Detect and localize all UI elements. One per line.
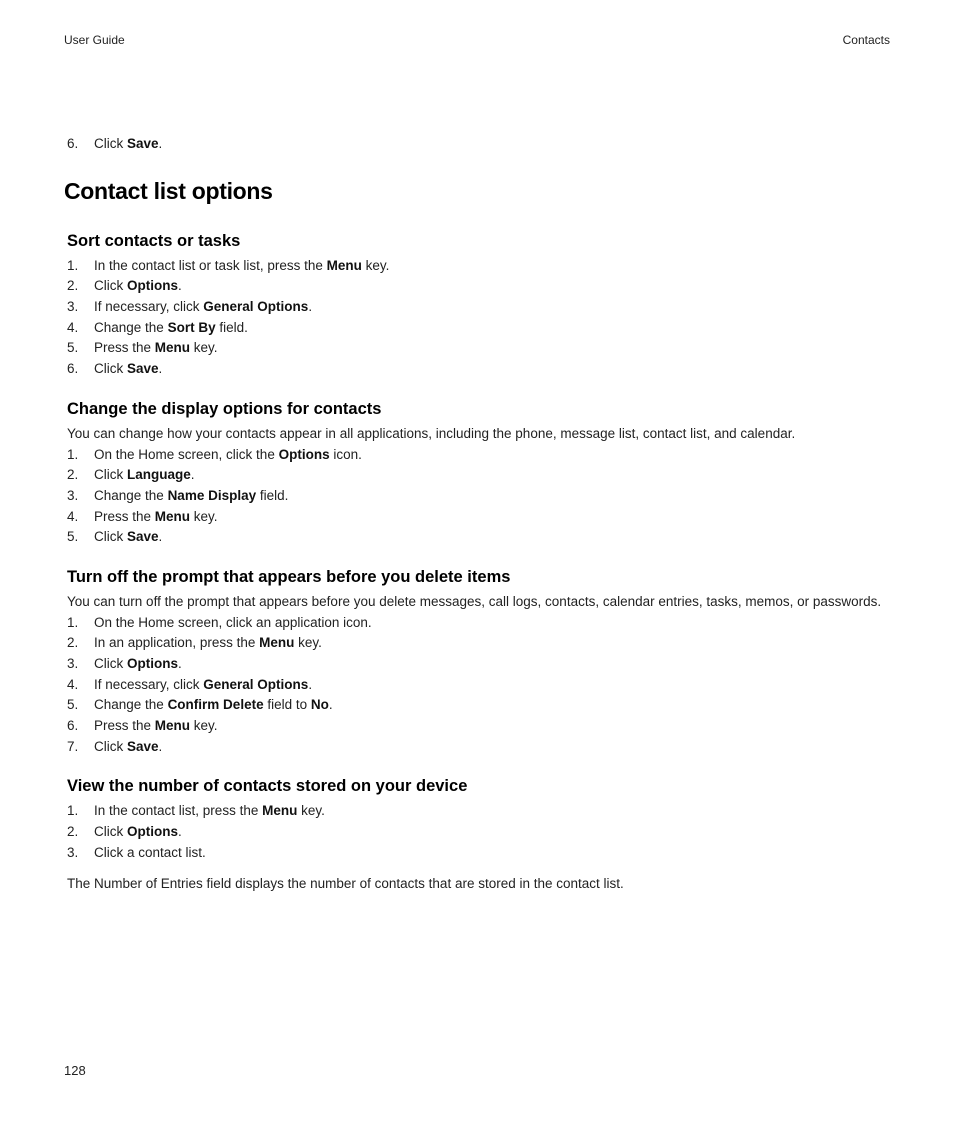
- step-number: 3.: [67, 844, 79, 860]
- step-text: Change the Sort By field.: [94, 319, 248, 335]
- ui-term: Options: [127, 656, 178, 671]
- step-number: 4.: [67, 508, 79, 524]
- step-number: 7.: [67, 738, 79, 754]
- step-number: 5.: [67, 697, 79, 713]
- step-text: Press the Menu key.: [94, 508, 218, 524]
- section-sort: [67, 230, 897, 380]
- ui-term: Options: [278, 446, 330, 462]
- ui-term: Options: [127, 278, 178, 294]
- step-number: 4.: [67, 319, 79, 335]
- step-text: On the Home screen, click an application icon.: [94, 614, 372, 630]
- step-text: In an application, press the Menu key.: [94, 635, 322, 651]
- step-text: In the contact list, press the Menu key.: [94, 803, 325, 819]
- step-item: [67, 445, 897, 466]
- ui-term: No: [310, 697, 329, 713]
- step-text: Click Save.: [94, 738, 163, 754]
- step-item: [67, 716, 897, 737]
- header-chapter-title: Contacts: [842, 33, 890, 47]
- step-text: Click Save.: [94, 361, 163, 377]
- step-text: Click Save.: [94, 136, 163, 151]
- section-display: [67, 398, 897, 548]
- section-intro: You can change how your contacts appear in all applications, including the phone, message list, contact list, and calendar.: [67, 425, 796, 441]
- step-number: 1.: [67, 803, 79, 819]
- ui-term: Confirm Delete: [167, 697, 264, 713]
- ui-term: Sort By: [167, 319, 216, 335]
- step-item: [67, 613, 897, 634]
- step-number: 6.: [67, 361, 79, 377]
- ui-term: Options: [127, 824, 178, 840]
- step-number: 2.: [67, 635, 79, 651]
- step-text: In the contact list or task list, press the Menu key.: [94, 257, 390, 273]
- page-content: [64, 134, 897, 894]
- header-guide-title: User Guide: [64, 33, 125, 47]
- step-number: 3.: [67, 299, 79, 315]
- step-item: [67, 675, 897, 696]
- step-item: [67, 359, 897, 380]
- ui-term: Save: [127, 361, 159, 377]
- step-item: [67, 633, 897, 654]
- step-item: [67, 822, 897, 843]
- sections-container: [67, 230, 897, 895]
- ui-term: Name Display: [167, 487, 257, 503]
- step-text: If necessary, click General Options.: [94, 299, 313, 315]
- step-text: Change the Name Display field.: [94, 487, 289, 503]
- step-item: [67, 297, 897, 318]
- running-header: [64, 33, 890, 49]
- step-text: Click Options.: [94, 824, 182, 840]
- step-item: [67, 654, 897, 675]
- step-text: Click a contact list.: [94, 844, 206, 860]
- ui-term: Menu: [259, 635, 295, 651]
- step-number: 3.: [67, 487, 79, 503]
- section-intro: You can turn off the prompt that appears before you delete messages, call logs, contacts, calendar entries, tasks, memos, or passwords.: [67, 593, 882, 609]
- step-number: 1.: [67, 446, 79, 462]
- section-heading: Sort contacts or tasks: [67, 231, 241, 250]
- step-item: [67, 276, 897, 297]
- ui-term: Save: [127, 738, 159, 754]
- ui-term: General Options: [203, 676, 309, 692]
- step-item: [67, 338, 897, 359]
- step-number: 6.: [67, 136, 79, 151]
- step-item: [67, 737, 897, 758]
- step-text: If necessary, click General Options.: [94, 676, 313, 692]
- ui-term: Language: [127, 467, 191, 483]
- section-count: [67, 775, 897, 894]
- step-text: Click Save.: [94, 529, 163, 545]
- step-item: [67, 318, 897, 339]
- step-item: [67, 465, 897, 486]
- step-item: [67, 843, 897, 864]
- step-number: 3.: [67, 656, 79, 671]
- ui-term: General Options: [203, 299, 309, 315]
- step-number: 1.: [67, 257, 79, 273]
- step-item: [67, 507, 897, 528]
- step-item: [67, 134, 897, 155]
- ui-term: Save: [127, 529, 159, 545]
- ui-term: Save: [127, 136, 159, 151]
- ui-term: Menu: [154, 508, 191, 524]
- step-item: [67, 256, 897, 277]
- step-text: Press the Menu key.: [94, 718, 218, 734]
- step-text: Change the Confirm Delete field to No.: [94, 697, 333, 713]
- step-text: Click Options.: [94, 656, 182, 671]
- step-number: 2.: [67, 824, 79, 840]
- ui-term: Menu: [154, 718, 191, 734]
- section-heading: Turn off the prompt that appears before you delete items: [67, 567, 511, 586]
- section-prompt: [67, 566, 897, 758]
- page-number: 128: [64, 1063, 86, 1078]
- step-number: 1.: [67, 614, 79, 630]
- step-item: [67, 695, 897, 716]
- section-heading: Change the display options for contacts: [67, 399, 382, 418]
- page-title: Contact list options: [64, 177, 273, 204]
- step-text: Press the Menu key.: [94, 340, 218, 356]
- step-number: 2.: [67, 467, 79, 483]
- step-number: 2.: [67, 278, 79, 294]
- step-item: [67, 801, 897, 822]
- section-note: The Number of Entries field displays the number of contacts that are stored in the contact list.: [67, 875, 624, 891]
- step-number: 4.: [67, 676, 79, 692]
- step-number: 5.: [67, 529, 79, 545]
- ui-term: Menu: [262, 803, 298, 819]
- step-text: Click Options.: [94, 278, 182, 294]
- step-item: [67, 486, 897, 507]
- section-heading: View the number of contacts stored on your device: [67, 777, 468, 796]
- step-number: 5.: [67, 340, 79, 356]
- step-text: On the Home screen, click the Options icon.: [94, 446, 362, 462]
- ui-term: Menu: [326, 257, 362, 273]
- ui-term: Menu: [154, 340, 191, 356]
- step-item: [67, 527, 897, 548]
- step-number: 6.: [67, 718, 79, 734]
- step-text: Click Language.: [94, 467, 195, 483]
